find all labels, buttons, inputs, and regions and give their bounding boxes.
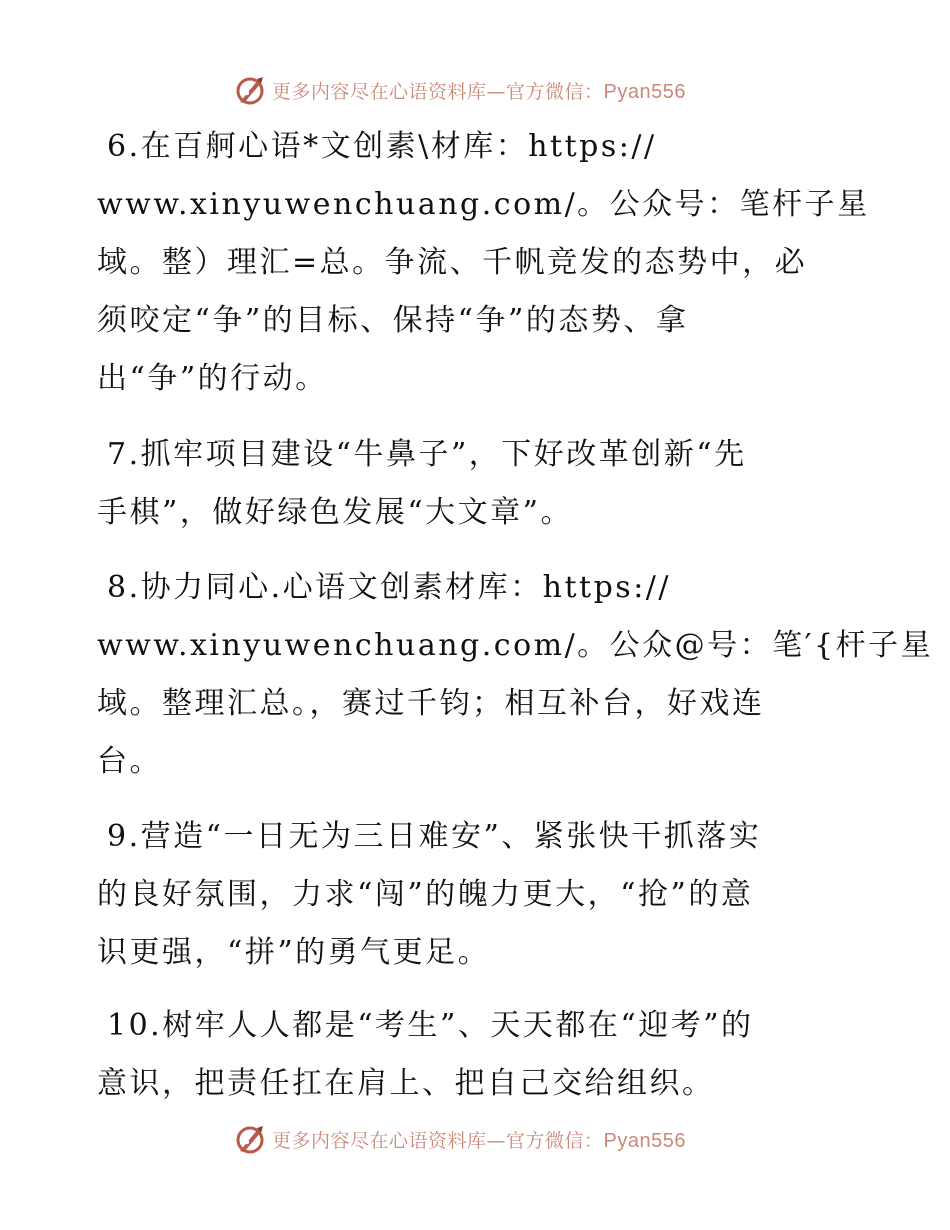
text-line: 6.在百舸心语*文创素\材库：https:// bbox=[107, 129, 657, 164]
text-line: www.xinyuwenchuang.com/。公众号：笔杆子星 bbox=[97, 187, 870, 222]
wechat-handle: Pyan556 bbox=[603, 1129, 686, 1152]
text-line: www.xinyuwenchuang.com/。公众@号：笔′{杆子星 bbox=[97, 628, 934, 663]
text-line: 台。 bbox=[97, 744, 162, 779]
banner-label: 更多内容尽在心语资料库—官方微信： bbox=[272, 1129, 604, 1152]
text-line: 出“争”的行动。 bbox=[97, 361, 328, 396]
text-line: 识更强，“拼”的勇气更足。 bbox=[97, 935, 491, 970]
text-line: 手棋”，做好绿色发展“大文章”。 bbox=[97, 495, 574, 530]
text-line: 域。整）理汇=总。争流、千帆竞发的态势中，必 bbox=[97, 245, 808, 280]
text-line: 意识，把责任扛在肩上、把自己交给组织。 bbox=[97, 1066, 715, 1101]
quill-logo-icon bbox=[234, 1123, 266, 1155]
banner-text bbox=[272, 1126, 686, 1153]
paragraph-7 bbox=[97, 426, 857, 542]
paragraph-8 bbox=[97, 559, 934, 791]
text-line: 8.协力同心.心语文创素材库：https:// bbox=[107, 570, 672, 605]
text-line: 7.抓牢项目建设“牛鼻子”，下好改革创新“先 bbox=[107, 437, 747, 472]
banner-content bbox=[234, 1119, 686, 1159]
paragraph-6 bbox=[97, 118, 870, 408]
banner-label: 更多内容尽在心语资料库—官方微信： bbox=[272, 80, 604, 103]
text-line: 须咬定“争”的目标、保持“争”的态势、拿 bbox=[97, 303, 689, 338]
banner-text bbox=[272, 77, 686, 104]
text-line: 的良好氛围，力求“闯”的魄力更大，“抢”的意 bbox=[97, 877, 754, 912]
paragraph-10 bbox=[97, 997, 857, 1113]
banner-content bbox=[234, 70, 686, 110]
paragraph-9 bbox=[97, 808, 857, 982]
footer-banner bbox=[0, 1119, 950, 1159]
text-line: 10.树牢人人都是“考生”、天天都在“迎考”的 bbox=[107, 1008, 754, 1043]
header-banner bbox=[0, 70, 950, 110]
text-line: 域。整理汇总。，赛过千钧；相互补台，好戏连 bbox=[97, 686, 765, 721]
text-line: 9.营造“一日无为三日难安”、紧张快干抓落实 bbox=[107, 819, 762, 854]
quill-logo-icon bbox=[234, 74, 266, 106]
wechat-handle: Pyan556 bbox=[603, 80, 686, 103]
